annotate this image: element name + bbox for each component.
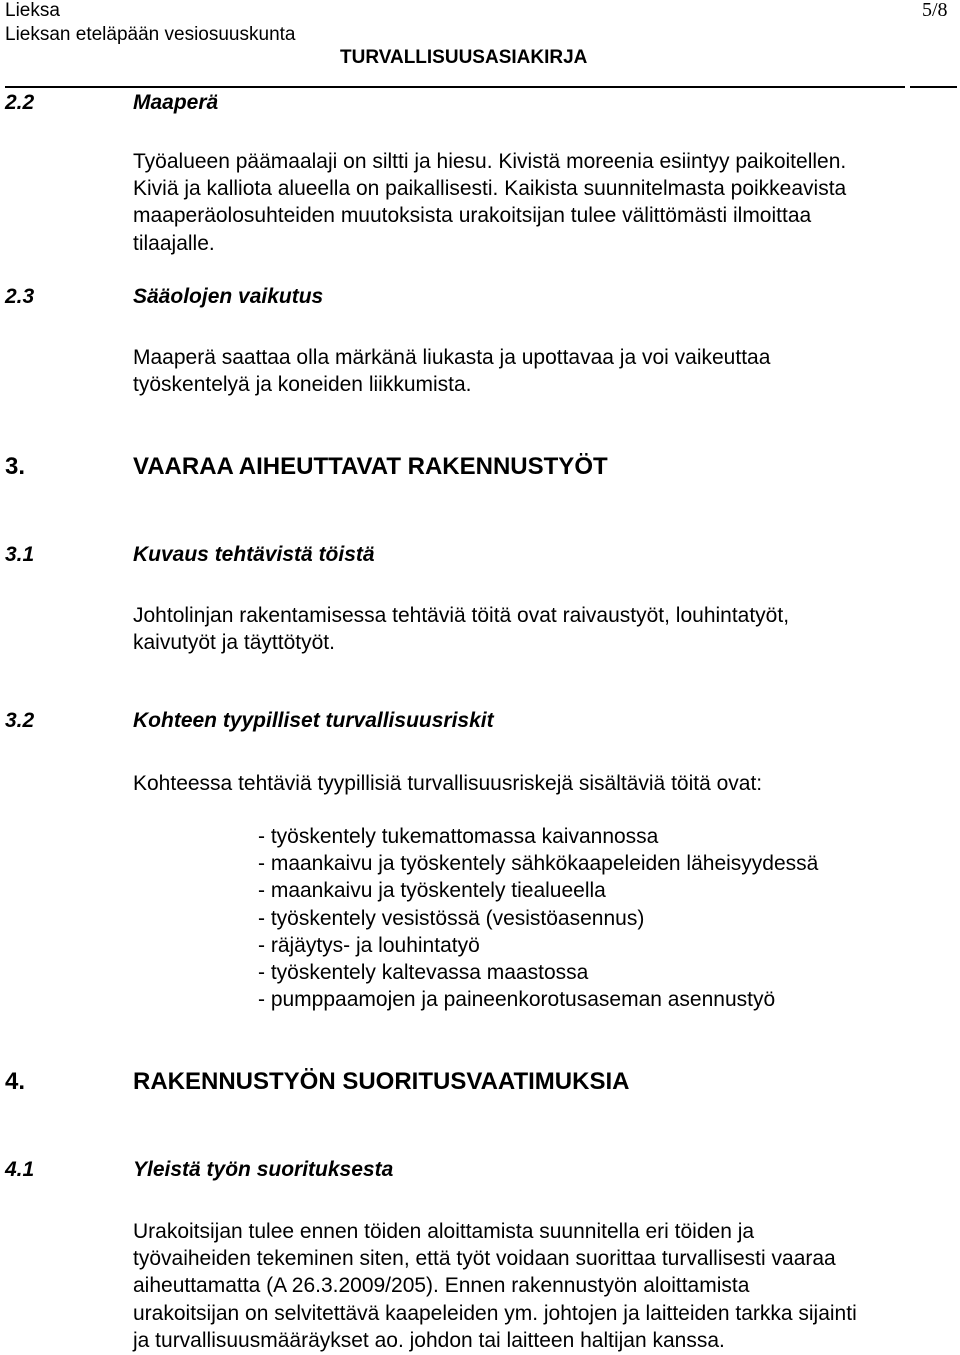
section-number-3-1: 3.1	[5, 543, 35, 566]
paragraph-line: Kiviä ja kalliota alueella on paikallisesti. Kaikista suunnitelmasta poikkeavista	[133, 177, 847, 201]
paragraph-line: Johtolinjan rakentamisessa tehtäviä töitä ovat raivaustyöt, louhintatyöt,	[133, 604, 790, 627]
paragraph-line: urakoitsijan on selvitettävä kaapeleiden ym. johtojen ja laitteiden tarkka sijainti	[133, 1301, 857, 1325]
section-number-3: 3.	[5, 453, 26, 480]
list-item: - maankaivu ja työskentely tiealueella	[258, 879, 606, 903]
risk-list	[258, 823, 818, 1013]
list-item: - maankaivu ja työskentely sähkökaapeleiden läheisyydessä	[258, 852, 819, 876]
paragraph-maapera	[133, 148, 846, 257]
paragraph-line: ja turvallisuusmääräykset ao. johdon tai laitteen haltijan kanssa.	[133, 1328, 725, 1352]
paragraph-line: työvaiheiden tekeminen siten, että työt voidaan suorittaa turvallisesti vaaraa	[133, 1247, 836, 1271]
header-rule-end	[910, 86, 957, 88]
section-number-2-2: 2.2	[5, 91, 35, 114]
paragraph-line: kaivutyöt ja täyttötyöt.	[133, 631, 335, 655]
section-title-kuvaus: Kuvaus tehtävistä töistä	[133, 543, 375, 566]
paragraph-line: Maaperä saattaa olla märkänä liukasta ja upottavaa ja voi vaikeuttaa	[133, 346, 771, 369]
paragraph-line: aiheuttamatta (A 26.3.2009/205). Ennen rakennustyön aloittamista	[133, 1274, 750, 1298]
paragraph-kuvaus	[133, 602, 789, 656]
paragraph-riskit-intro	[133, 770, 762, 797]
section-number-4: 4.	[5, 1068, 26, 1095]
section-title-suoritusvaatimuksia: RAKENNUSTYÖN SUORITUSVAATIMUKSIA	[133, 1068, 630, 1095]
document-title: TURVALLISUUSASIAKIRJA	[340, 47, 588, 68]
paragraph-line: työskentelyä ja koneiden liikkumista.	[133, 373, 472, 397]
section-number-3-2: 3.2	[5, 709, 35, 732]
section-title-vaaraa-aiheuttavat: VAARAA AIHEUTTAVAT RAKENNUSTYÖT	[133, 453, 608, 480]
list-item: - työskentely tukemattomassa kaivannossa	[258, 825, 659, 848]
paragraph-saaolot	[133, 344, 770, 398]
header-org-name: Lieksa	[5, 0, 60, 21]
section-title-riskit: Kohteen tyypilliset turvallisuusriskit	[133, 709, 494, 732]
page-number: 5/8	[922, 0, 948, 21]
list-item: - työskentely vesistössä (vesistöasennus)	[258, 906, 645, 930]
list-item: - pumppaamojen ja paineenkorotusaseman asennustyö	[258, 988, 776, 1012]
paragraph-yleista	[133, 1218, 857, 1354]
paragraph-line: tilaajalle.	[133, 231, 215, 255]
section-title-maapera: Maaperä	[133, 91, 219, 114]
section-title-saaolojen-vaikutus: Sääolojen vaikutus	[133, 285, 324, 308]
paragraph-line: Kohteessa tehtäviä tyypillisiä turvallisuusriskejä sisältäviä töitä ovat:	[133, 772, 763, 795]
header-rule	[5, 86, 905, 88]
section-number-4-1: 4.1	[5, 1158, 35, 1181]
header-org-subtitle: Lieksan eteläpään vesiosuuskunta	[5, 24, 296, 45]
paragraph-line: maaperäolosuhteiden muutoksista urakoitsijan tulee välittömästi ilmoittaa	[133, 204, 812, 228]
paragraph-line: Työalueen päämaalaji on siltti ja hiesu. Kivistä moreenia esiintyy paikoitellen.	[133, 150, 847, 173]
section-title-yleista: Yleistä työn suorituksesta	[133, 1158, 394, 1181]
list-item: - räjäytys- ja louhintatyö	[258, 933, 480, 957]
list-item: - työskentely kaltevassa maastossa	[258, 961, 589, 985]
paragraph-line: Urakoitsijan tulee ennen töiden aloittamista suunnitella eri töiden ja	[133, 1220, 755, 1243]
section-number-2-3: 2.3	[5, 285, 35, 308]
